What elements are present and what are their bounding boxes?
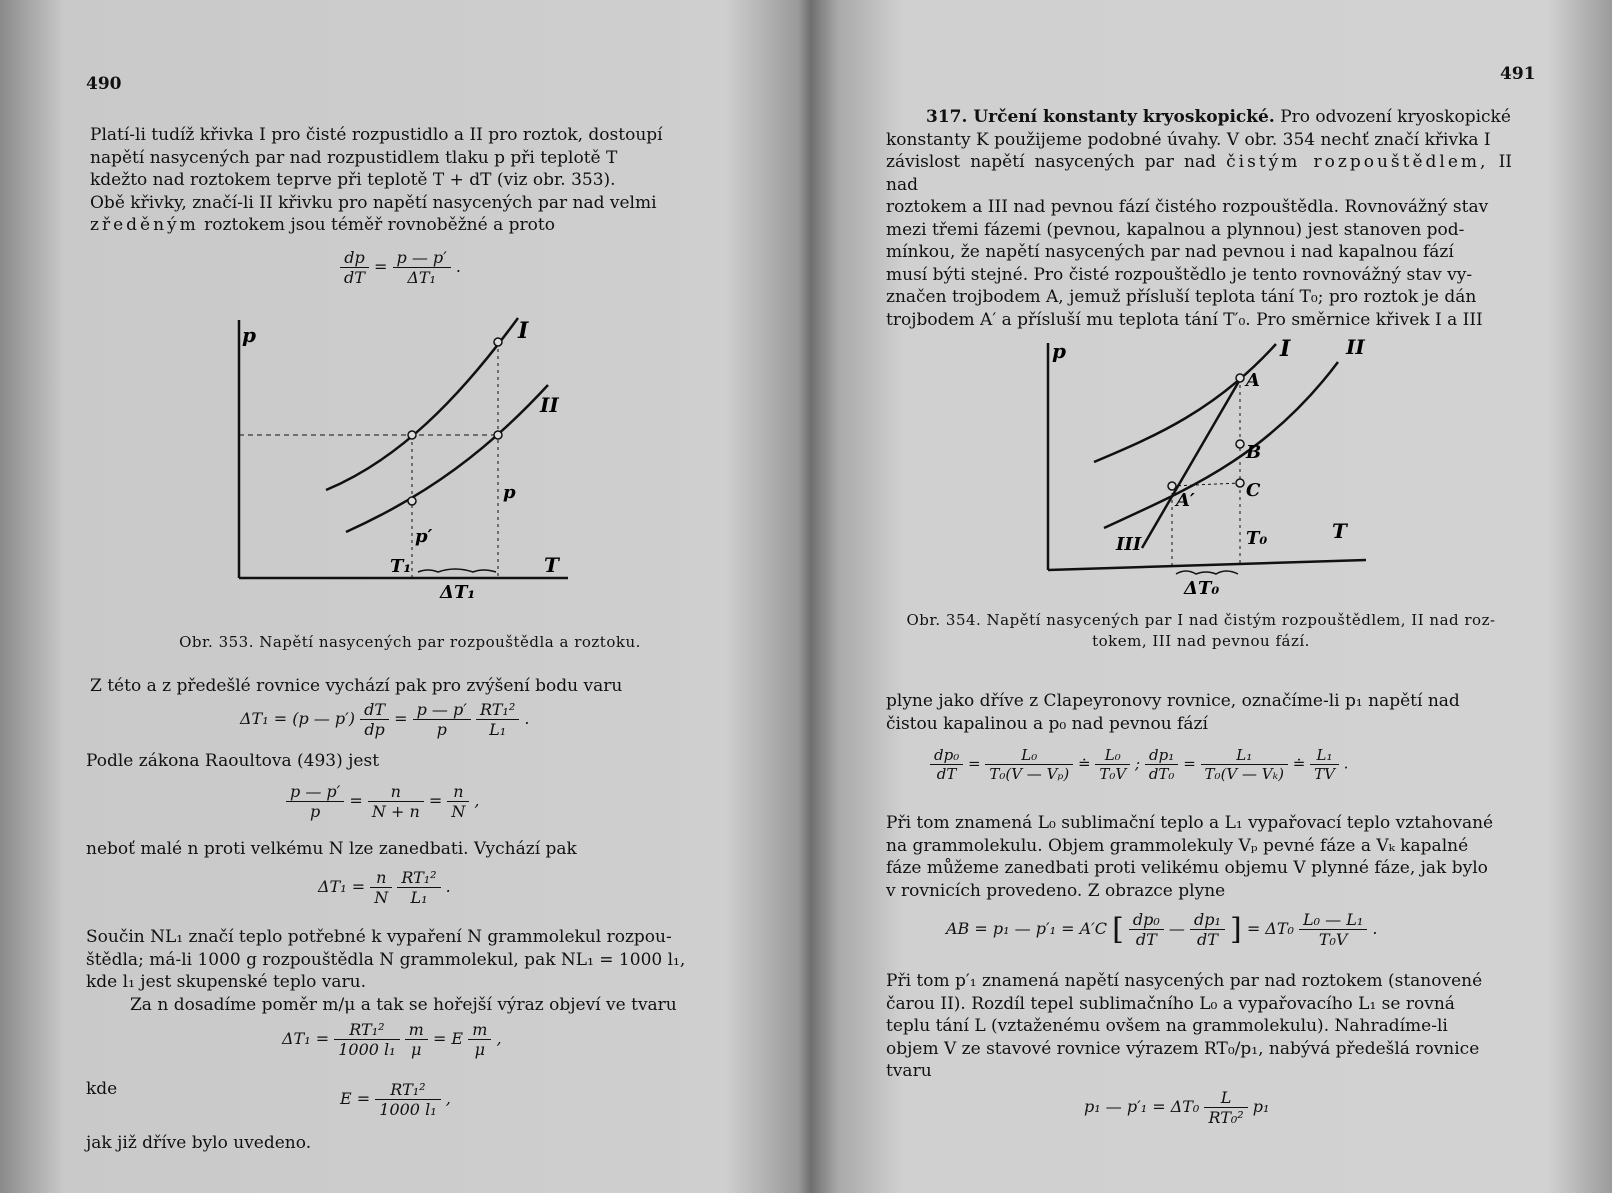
right-page [806, 0, 1612, 1193]
label-curve-I: I [518, 318, 529, 344]
label-p-axis: p [242, 323, 256, 347]
figure-354 [1036, 338, 1376, 598]
brace [1176, 571, 1238, 574]
figure-353-caption: Obr. 353. Napětí nasycených par rozpouštědla a roztoku. [179, 633, 641, 651]
figure-354-caption: Obr. 354. Napětí nasycených par I nad čistým rozpouštědlem, II nad roz- tokem, III nad pevnou fází. [906, 611, 1496, 650]
label-A: A [1246, 370, 1260, 391]
equation-1: $\frac{dp}{dT}$ = $\frac{p — p'}{\text{ΔT₁}}$ . [340, 248, 461, 287]
point-d [494, 338, 502, 346]
paragraph-t: Při tom znamená L₀ sublimační teplo a L₁ vypařovací teplo vztahované na grammolekulu. Objem grammolekuly Vₚ pevné fáze a Vₖ kapalné fáze můžeme zanedbati proti velikému objemu V plynné fáze, jak bylo v rovnicích provedeno. Z obrazce plyne [886, 813, 1494, 901]
paragraph-u: Při tom p′₁ znamená napětí nasycených par nad roztokem (stanovené čarou II). Rozdíl tepel sublimačního L₀ a vypařovacího L₁ se rovná teplu tání L (vztaženému ovšem na grammolekulu). Nahradíme-li objem V ze stavové rovnice výrazem RT₀/p₁, nabývá předešlá rovnice tvaru [886, 971, 1483, 1081]
dashed-A-prime-C [1172, 483, 1240, 486]
point-A-prime [1168, 482, 1176, 490]
equation-r2: AB = p₁ — p′₁ = A′C [ $\frac{\text{dp₀}}{dT}$ — $\frac{\text{dp₁}}{dT}$ ] = ΔT₀ $\frac{\text{L₀ — L₁}}{\text{T₀V}}$ . [946, 910, 1378, 949]
label-curve-II: II [1346, 338, 1365, 359]
label-T1: T₁ [390, 556, 412, 577]
section-317: 317. Určení konstanty kryoskopické. Pro odvození kryoskopické konstanty K použijeme podobné úvahy. V obr. 354 nechť značí křivka I závislost napětí nasycených par nad čistým rozpouštědlem, II nad roztokem a III nad pevnou fází čistého rozpouštědla. Rovnovážný stav mezi třemi fázemi (pevnou, kapalnou a plynnou) jest stanoven pod- mínkou, že napětí nasycených par nad pevnou i nad kapalnou fází musí býti stejné. Pro čisté rozpouštědlo je tento rovnovážný stav vy- značen trojbodem A, jemuž přísluší teplota tání T₀; pro roztok je dán trojbodem A′ a přísluší mu teplota tání T′₀. Pro směrnice křivek I a III [886, 107, 1512, 330]
equation-r1: $\frac{\text{dp₀}}{dT}$ = $\frac{\text{L₀}}{\text{T₀(V — Vₚ)}}$ ≐ $\frac{\text{L₀}}{\text{T₀V}}$ ; $\frac{\text{dp₁}}{\text{dT₀}}$ = $\frac{\text{L₁}}{\text{T₀(V — Vₖ)}}$ ≐ $\frac{\text{L₁}}{TV}$ . [930, 746, 1348, 783]
curve-II [1104, 362, 1338, 528]
paragraph-2: Z této a z předešlé rovnice vychází pak pro zvýšení bodu varu [90, 676, 623, 696]
page-number: 490 [86, 74, 122, 94]
equation-2: ΔT₁ = (p — p′) $\frac{dT}{dp}$ = $\frac{p — p'}{p}$ $\frac{\text{RT₁²}}{\text{L₁}}$ . [240, 700, 530, 739]
equation-6: E = $\frac{\text{RT₁²}}{\text{1000 l₁}}$ , [340, 1080, 451, 1119]
label-curve-III: III [1116, 534, 1142, 555]
t-axis [1048, 560, 1366, 570]
point-A [1236, 374, 1244, 382]
label-T-axis: T [544, 553, 559, 577]
label-B: B [1246, 442, 1262, 463]
kde-label: kde [86, 1079, 118, 1099]
brace [418, 569, 496, 572]
label-p-axis: p [1052, 339, 1066, 363]
curve-III [1142, 376, 1242, 548]
point-B [1236, 440, 1244, 448]
point-b [494, 431, 502, 439]
paragraph-s: plyne jako dříve z Clapeyronovy rovnice, označíme-li p₁ napětí nad čistou kapalinou a p₀ nad pevnou fází [886, 691, 1460, 734]
page-number: 491 [1500, 64, 1536, 84]
equation-5: ΔT₁ = $\frac{\text{RT₁²}}{\text{1000 l₁}}$ $\frac{m}{\mu}$ = E $\frac{m}{\mu}$ , [282, 1020, 502, 1059]
curve-II [346, 385, 548, 532]
label-dT1: ΔT₁ [440, 582, 476, 603]
label-dT0: ΔT₀ [1184, 578, 1220, 598]
paragraph-6: Za n dosadíme poměr m/μ a tak se hořejší výraz objeví ve tvaru [130, 995, 677, 1015]
equation-r3: p₁ — p′₁ = ΔT₀ $\frac{L}{\text{RT₀²}}$ p₁ [1084, 1088, 1270, 1127]
label-curve-II: II [540, 393, 559, 417]
section-title: 317. Určení konstanty kryoskopické. [926, 107, 1275, 127]
paragraph-5: Součin NL₁ značí teplo potřebné k vypaření N grammolekul rozpou- štědla; má-li 1000 g rozpouštědla N grammolekul, pak NL₁ = 1000 l₁, kde l₁ jest skupenské teplo varu. [86, 927, 686, 992]
label-A-prime: A′ [1176, 490, 1195, 511]
label-T-axis: T [1332, 519, 1347, 543]
curve-I [326, 318, 518, 490]
label-T0: T₀ [1246, 528, 1268, 549]
label-p-right: p [503, 482, 516, 503]
point-c [408, 497, 416, 505]
point-a [408, 431, 416, 439]
paragraph-1: Platí-li tudíž křivka I pro čisté rozpustidlo a II pro roztok, dostoupí napětí nasycených par nad rozpustidlem tlaku p při teplotě T kdežto nad roztokem teprve při teplotě T + dT (viz obr. 353). Obě křivky, značí-li II křivku pro napětí nasycených par nad velmi zředěným roztokem jsou téměř rovnoběžné a proto [90, 125, 663, 235]
label-C: C [1246, 480, 1261, 501]
point-C [1236, 479, 1244, 487]
figure-353 [228, 310, 578, 610]
paragraph-4: neboť malé n proti velkému N lze zanedbati. Vychází pak [86, 839, 577, 859]
label-curve-I: I [1280, 338, 1291, 362]
equation-4: ΔT₁ = $\frac{n}{N}$ $\frac{\text{RT₁²}}{\text{L₁}}$ . [318, 868, 451, 907]
equation-3: $\frac{p — p'}{p}$ = $\frac{n}{N + n}$ = $\frac{n}{N}$ , [286, 782, 480, 821]
label-p-prime: p′ [415, 526, 433, 547]
paragraph-last: jak již dříve bylo uvedeno. [86, 1133, 312, 1153]
paragraph-3: Podle zákona Raoultova (493) jest [86, 751, 380, 771]
